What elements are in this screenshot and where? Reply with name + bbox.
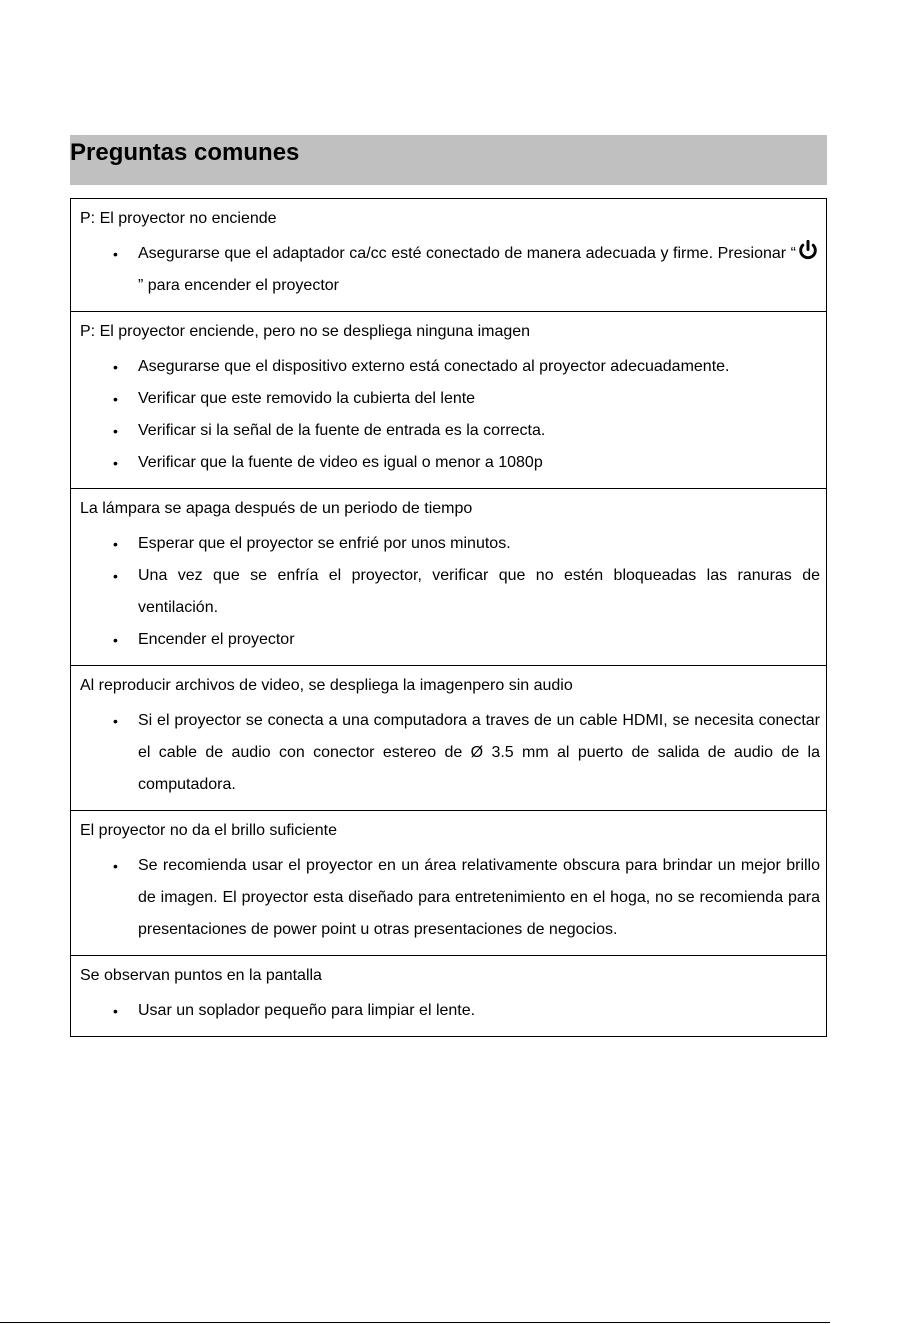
answer-text: Verificar que este removido la cubierta del lente xyxy=(138,390,476,407)
faq-row xyxy=(71,199,826,311)
answer-text: Si el proyector se conecta a una computadora a traves de un cable HDMI, se necesita conectar el cable de audio con conector estereo de Ø 3.5 mm al puerto de salida de audio de la computadora. xyxy=(138,712,820,793)
answer-text: Una vez que se enfría el proyector, verificar que no estén bloqueadas las ranuras de ventilación. xyxy=(138,567,820,616)
section-header xyxy=(70,135,827,185)
answer-item xyxy=(80,705,820,801)
bullet-icon: • xyxy=(113,713,118,729)
answer-list xyxy=(80,528,820,656)
answer-text: Verificar que la fuente de video es igual o menor a 1080p xyxy=(138,454,543,471)
answer-list xyxy=(80,238,820,302)
bullet-icon: • xyxy=(113,1003,118,1019)
answer-text: Asegurarse que el dispositivo externo está conectado al proyector adecuadamente. xyxy=(138,358,730,375)
bullet-icon: • xyxy=(113,536,118,552)
answer-item xyxy=(80,415,820,447)
answer-list xyxy=(80,995,820,1027)
answer-text: Se recomienda usar el proyector en un área relativamente obscura para brindar un mejor brillo de imagen. El proyector esta diseñado para entretenimiento en el hoga, no se recomienda para presentaciones de power point u otras presentaciones de negocios. xyxy=(138,857,820,938)
answer-text: Usar un soplador pequeño para limpiar el lente. xyxy=(138,1002,476,1019)
answer-item xyxy=(80,383,820,415)
bullet-icon: • xyxy=(113,246,118,262)
answer-item xyxy=(80,850,820,946)
page-title: Preguntas comunes xyxy=(70,139,300,166)
answer-item xyxy=(80,238,820,302)
faq-question: P: El proyector enciende, pero no se despliega ninguna imagen xyxy=(80,323,531,340)
bullet-icon: • xyxy=(113,391,118,407)
bullet-icon: • xyxy=(113,632,118,648)
bullet-icon: • xyxy=(113,423,118,439)
answer-item xyxy=(80,351,820,383)
answer-text: Encender el proyector xyxy=(138,631,295,648)
faq-question: Al reproducir archivos de video, se despliega la imagenpero sin audio xyxy=(80,677,573,694)
bullet-icon: • xyxy=(113,359,118,375)
answer-list xyxy=(80,705,820,801)
answer-text: Asegurarse que el adaptador ca/cc esté conectado de manera adecuada y firme. Presionar “ xyxy=(138,245,796,262)
bullet-icon: • xyxy=(113,455,118,471)
faq-row xyxy=(71,955,826,1036)
answer-item xyxy=(80,995,820,1027)
bullet-icon: • xyxy=(113,568,118,584)
answer-item xyxy=(80,560,820,624)
answer-list xyxy=(80,351,820,479)
faq-row xyxy=(71,311,826,488)
faq-table xyxy=(70,198,827,1037)
faq-row xyxy=(71,810,826,955)
answer-item xyxy=(80,447,820,479)
answer-text: ” para encender el proyector xyxy=(138,277,339,294)
answer-item xyxy=(80,528,820,560)
faq-question: La lámpara se apaga después de un periodo de tiempo xyxy=(80,500,473,517)
answer-text: Verificar si la señal de la fuente de entrada es la correcta. xyxy=(138,422,546,439)
faq-row xyxy=(71,665,826,810)
faq-question: P: El proyector no enciende xyxy=(80,210,277,227)
faq-question: El proyector no da el brillo suficiente xyxy=(80,822,338,839)
answer-list xyxy=(80,850,820,946)
faq-question: Se observan puntos en la pantalla xyxy=(80,967,322,984)
answer-text: Esperar que el proyector se enfrié por unos minutos. xyxy=(138,535,511,552)
bullet-icon: • xyxy=(113,858,118,874)
power-icon xyxy=(797,239,819,261)
footer-rule xyxy=(0,1322,830,1323)
faq-row xyxy=(71,488,826,665)
answer-item xyxy=(80,624,820,656)
